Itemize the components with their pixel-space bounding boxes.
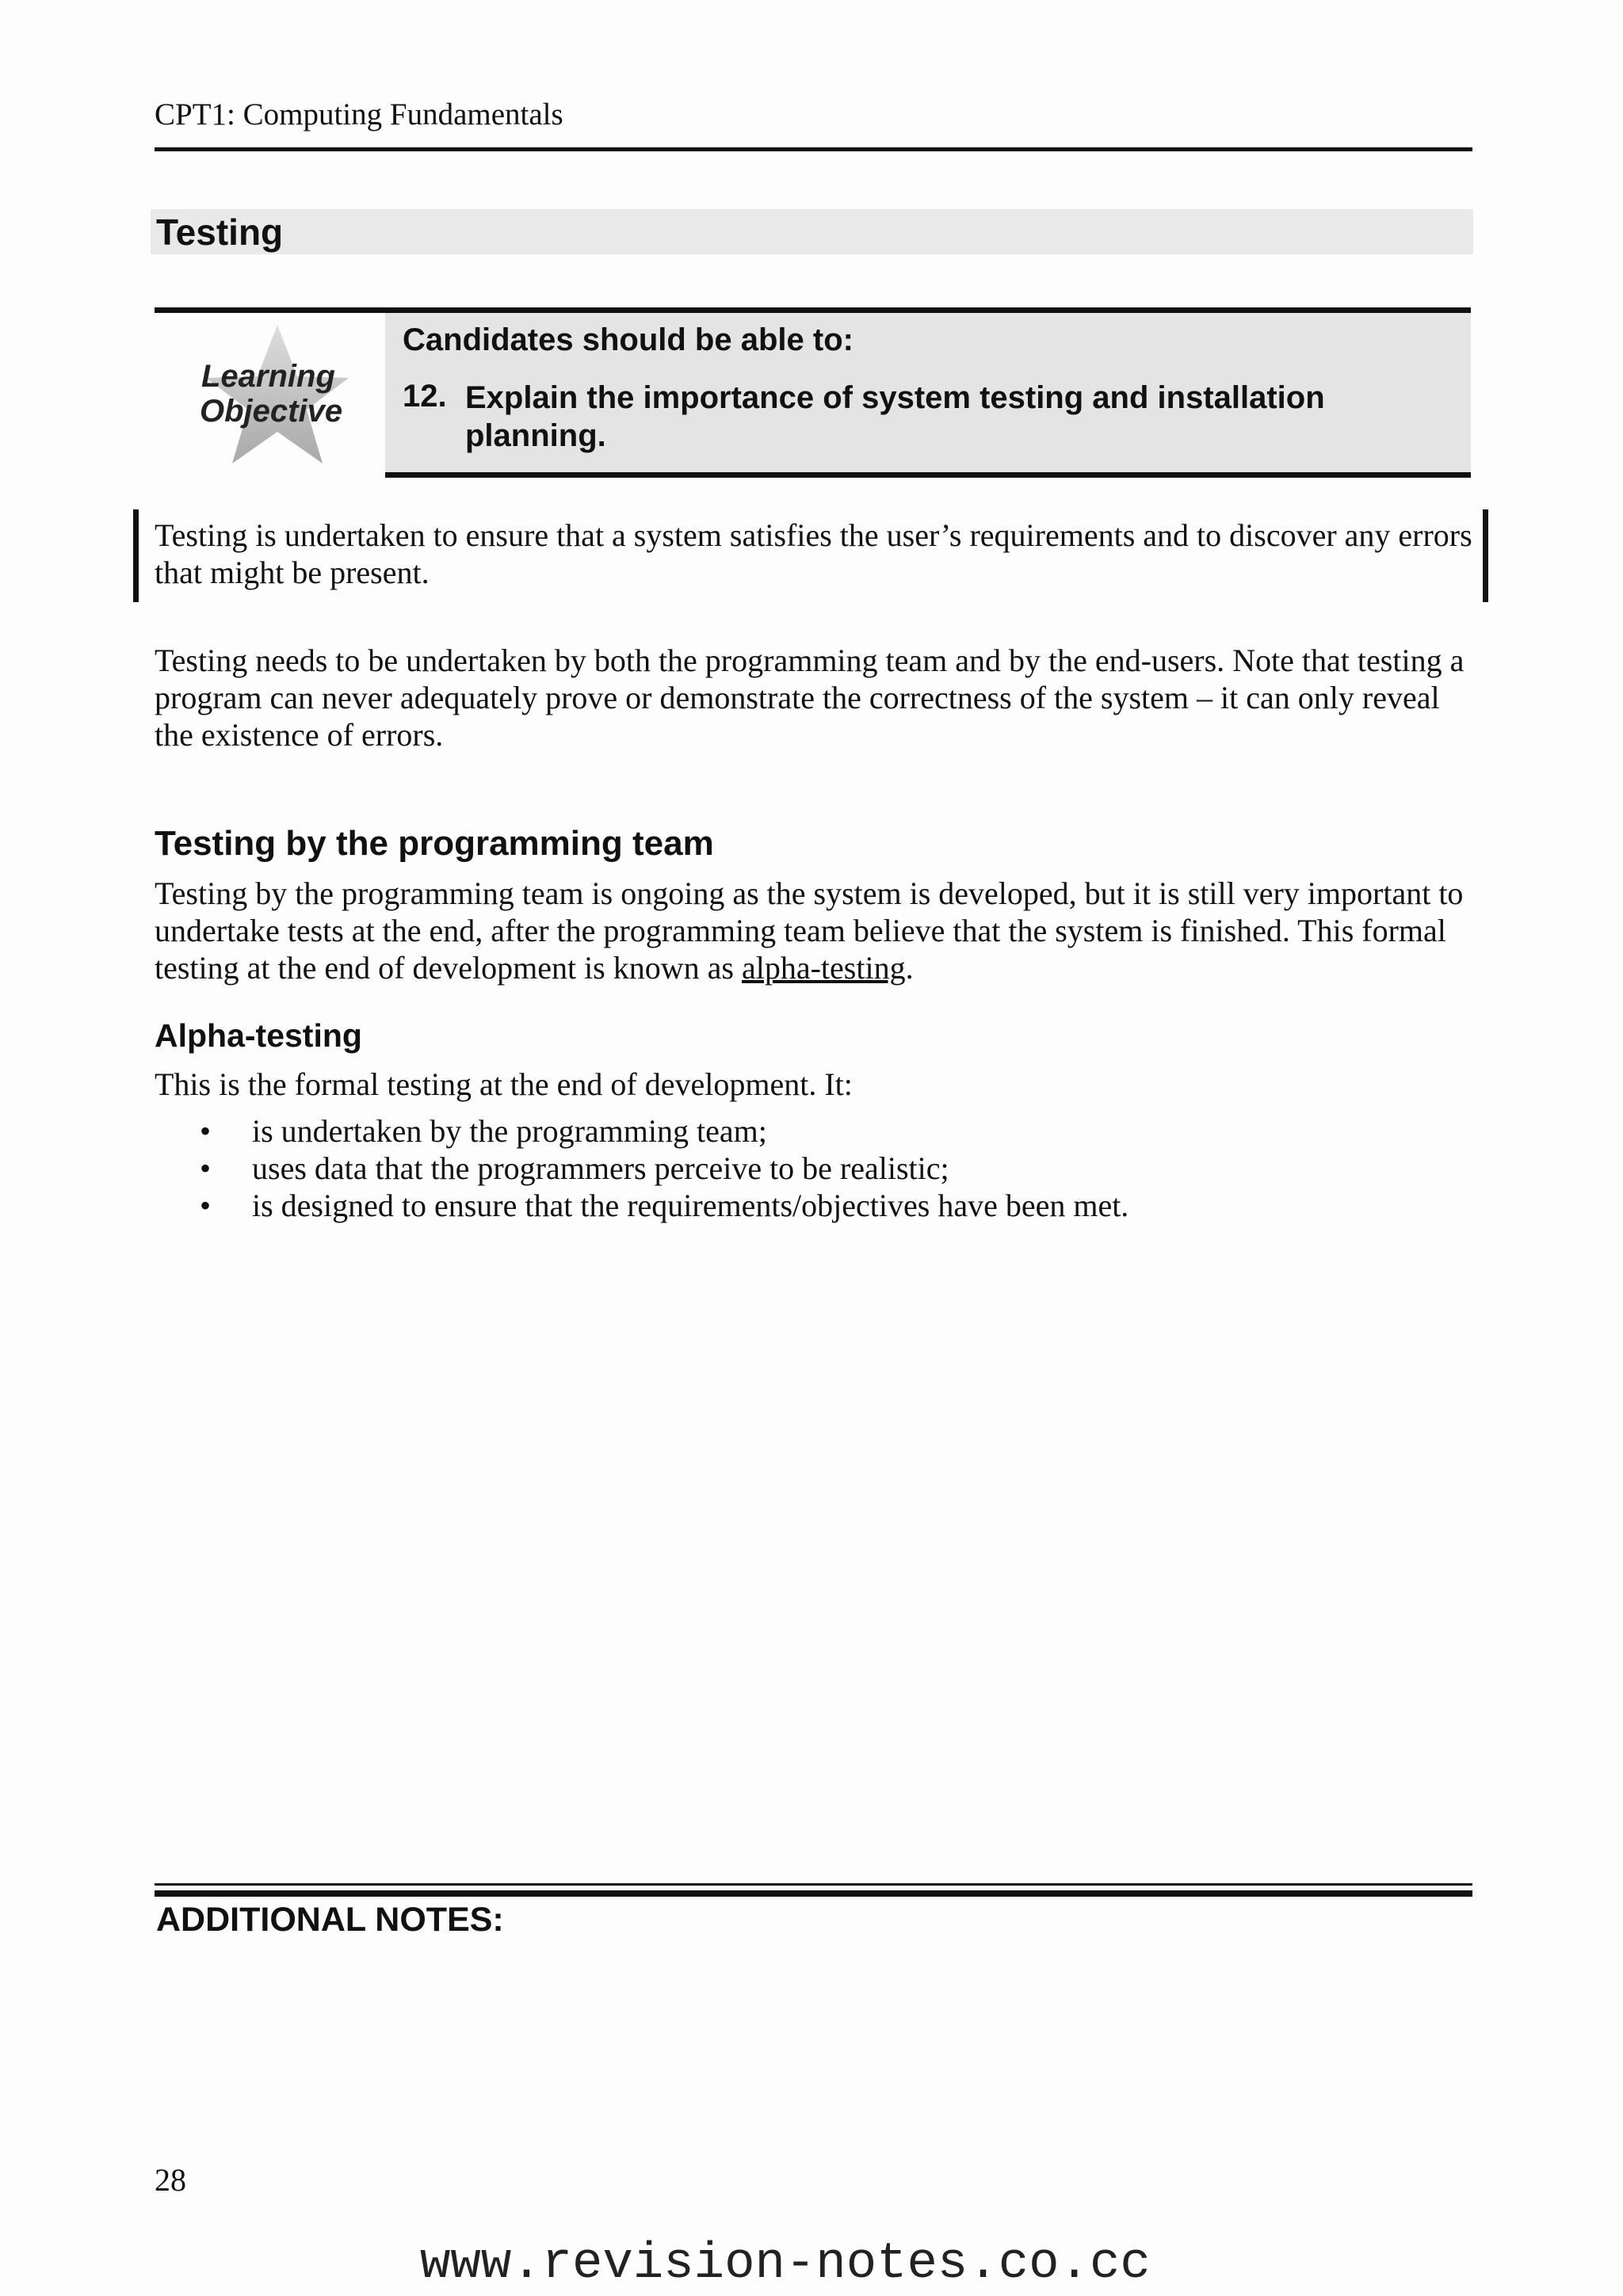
subheading-alpha-testing: Alpha-testing [155, 1017, 362, 1054]
learning-objective-bottom-rule [385, 472, 1471, 478]
notes-rule-thin [155, 1883, 1472, 1886]
list-item: is undertaken by the programming team; [252, 1113, 767, 1149]
list-item: uses data that the programmers perceive to be realistic; [252, 1150, 949, 1186]
section-title: Testing [156, 212, 284, 253]
running-header: CPT1: Computing Fundamentals [155, 97, 563, 132]
alpha-testing-link[interactable]: alpha-testing [741, 950, 906, 986]
section-title-bar [151, 209, 1473, 254]
learning-objective-text: Explain the importance of system testing and installation planning. [465, 380, 1325, 453]
paragraph-intro: Testing is undertaken to ensure that a system satisfies the user’s requirements and to discover any errors that might be present. [155, 517, 1472, 590]
header-rule [155, 147, 1472, 151]
bullet-icon: • [200, 1113, 212, 1149]
learning-objective-top-rule [155, 307, 1471, 313]
learning-objective-intro: Candidates should be able to: [403, 322, 854, 357]
page-number: 28 [155, 2162, 186, 2198]
footer-url: www.revision-notes.co.cc [420, 2236, 1151, 2293]
logo-text-objective: Objective [200, 394, 343, 429]
paragraph-text: Testing by the programming team is ongoing as the system is developed, but it is still very important to undertake tests at the end, after the programming team believe that the system is finished. This formal testing at the end of development is known as [155, 875, 1464, 986]
paragraph-programming-team [155, 875, 1486, 986]
subheading-programming-team: Testing by the programming team [155, 824, 714, 863]
notes-rule-thick [155, 1890, 1472, 1897]
bullet-icon: • [200, 1188, 212, 1223]
additional-notes-heading: ADDITIONAL NOTES: [156, 1901, 504, 1939]
paragraph-testing-parties: Testing needs to be undertaken by both the programming team and by the end-users. Note that testing a program can never adequately prove or demonstrate the correctness of the system – it can only reveal the existence of errors. [155, 643, 1465, 753]
bullet-icon: • [200, 1150, 212, 1186]
learning-objective-number: 12. [403, 379, 447, 414]
list-item: is designed to ensure that the requirements/objectives have been met. [252, 1188, 1129, 1223]
paragraph-text-end: . [905, 950, 914, 986]
change-bar-left [133, 509, 139, 602]
learning-objective-logo [186, 321, 361, 467]
logo-text-learning: Learning [201, 359, 335, 394]
paragraph-alpha-testing: This is the formal testing at the end of development. It: [155, 1066, 853, 1102]
